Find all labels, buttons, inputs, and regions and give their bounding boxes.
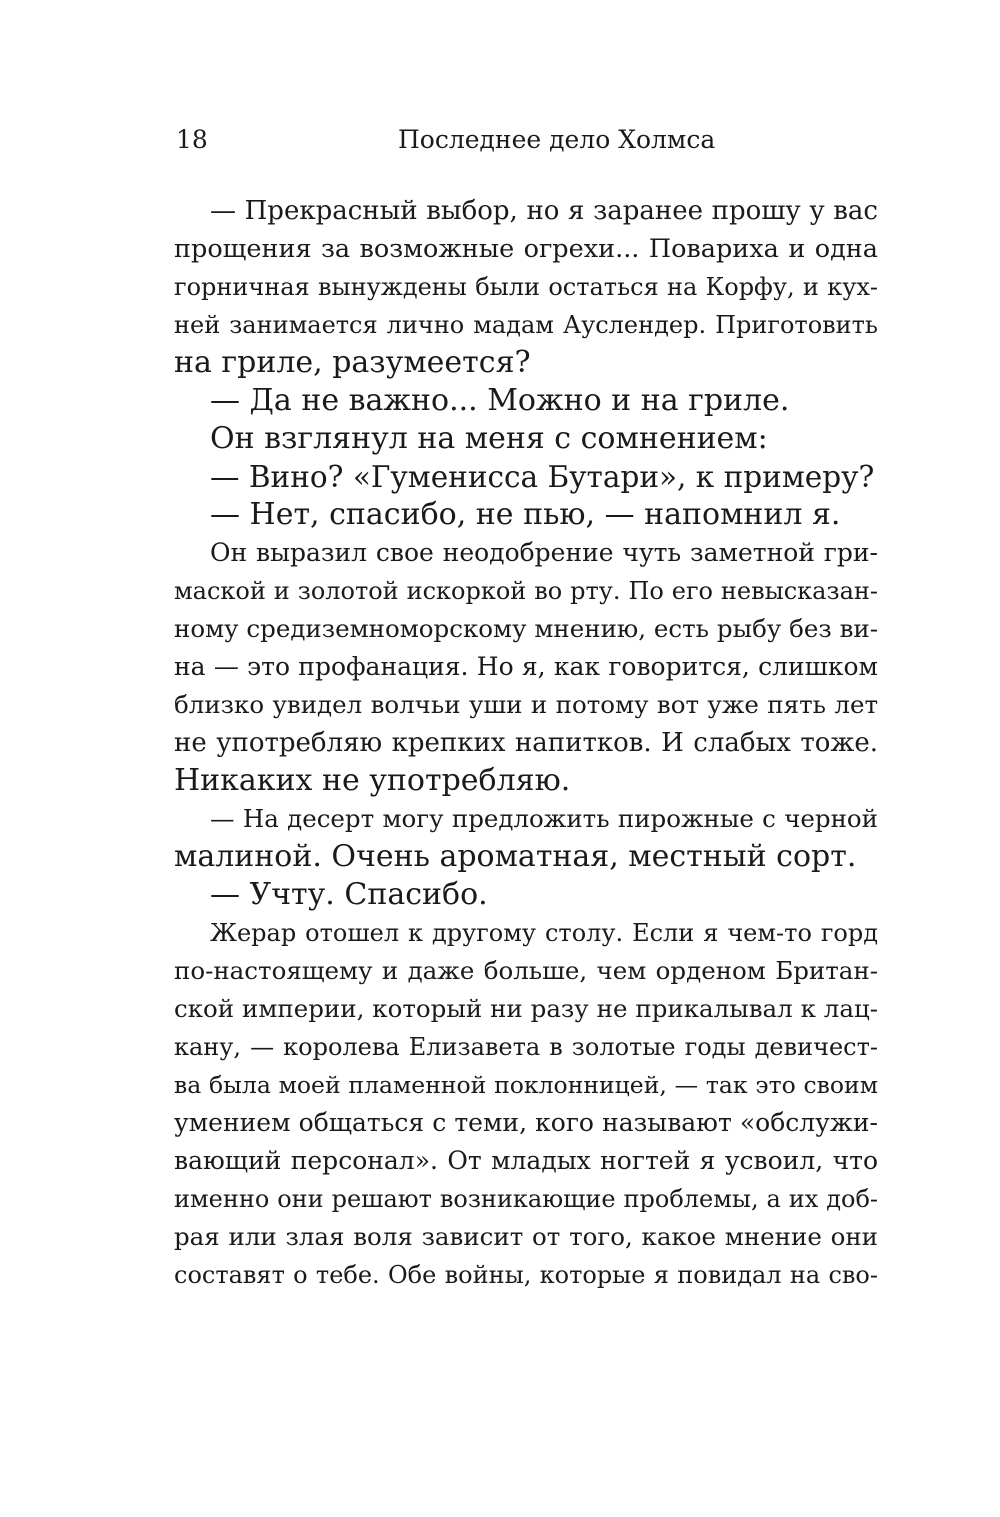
running-title: Последнее дело Холмса (398, 125, 716, 154)
text-line: ва была моей пламенной поклонницей, — так это своим (174, 1071, 878, 1099)
body-text (174, 192, 878, 1294)
text-line: — Да не важно... Можно и на гриле. (210, 383, 790, 418)
text-line: рая или злая воля зависит от того, какое мнение они (174, 1222, 878, 1251)
text-line: — Прекрасный выбор, но я заранее прошу у вас (210, 196, 878, 226)
text-line: Он взглянул на меня с сомнением: (210, 421, 768, 456)
text-line: вающий персонал». От младых ногтей я усвоил, что (174, 1146, 878, 1175)
text-line: составят о тебе. Обе войны, которые я повидал на сво- (174, 1261, 878, 1289)
text-line: — Нет, спасибо, не пью, — напомнил я. (210, 497, 841, 532)
text-line: умением общаться с теми, кого называют «обслужи- (174, 1108, 878, 1137)
text-line: на — это профанация. Но я, как говорится, слишком (174, 652, 878, 681)
text-line: Жерар отошел к другому столу. Если я чем-то горд (210, 919, 878, 947)
text-line: — Вино? «Гуменисса Бутари», к примеру? (210, 460, 875, 494)
text-line: горничная вынуждены были остаться на Корфу, и кух- (174, 273, 878, 301)
text-line: ному средиземноморскому мнению, есть рыбу без ви- (174, 614, 878, 643)
text-line: ской империи, который ни разу не прикалывал к лац- (174, 994, 878, 1023)
text-line: Никаких не употребляю. (174, 763, 571, 798)
text-line: кану, — королева Елизавета в золотые годы девичест- (174, 1033, 878, 1061)
text-line: именно они решают возникающие проблемы, а их доб- (174, 1185, 878, 1213)
text-line: Он выразил свое неодобрение чуть заметной гри- (210, 538, 878, 567)
text-line: — Учту. Спасибо. (210, 877, 488, 912)
text-line: по-настоящему и даже больше, чем орденом Британ- (174, 956, 878, 985)
text-line: — На десерт могу предложить пирожные с черной (210, 804, 878, 833)
text-line: не употребляю крепких напитков. И слабых тоже. (174, 728, 878, 758)
text-line: маской и золотой искоркой во рту. По его невысказан- (174, 577, 878, 605)
text-line: малиной. Очень ароматная, местный сорт. (174, 839, 857, 874)
text-line: близко увидел волчьи уши и потому вот уже пять лет (174, 690, 878, 719)
text-line: на гриле, разумеется? (174, 345, 531, 380)
text-line: ней занимается лично мадам Ауслендер. Приготовить (174, 311, 878, 339)
page-number: 18 (176, 125, 208, 154)
text-line: прощения за возможные огрехи... Повариха и одна (174, 234, 878, 264)
